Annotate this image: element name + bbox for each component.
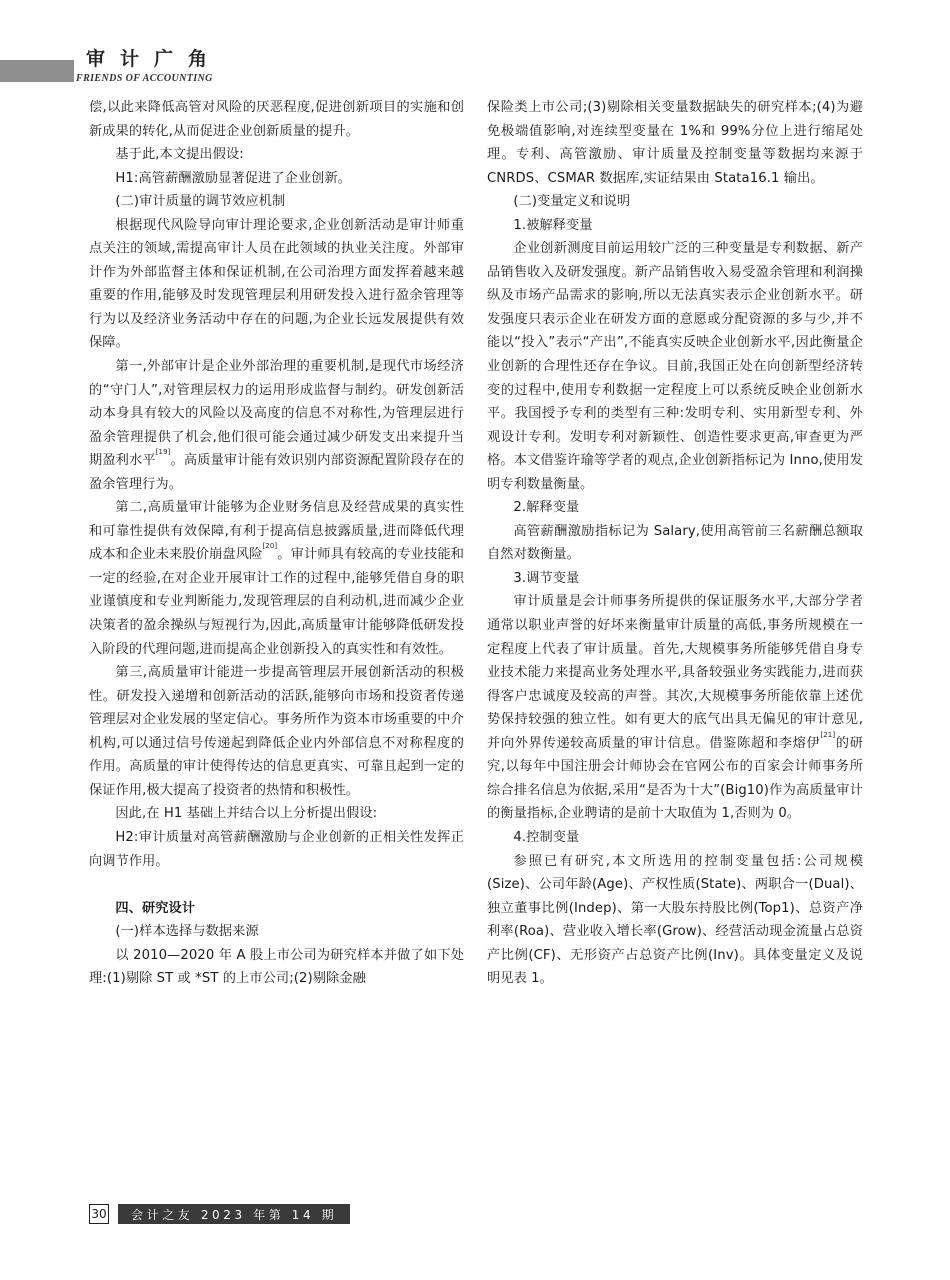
citation: [20] <box>262 542 278 551</box>
hypothesis-h1: H1:高管薪酬激励显著促进了企业创新。 <box>115 170 352 186</box>
paragraph-text: 第二,高质量审计能够为企业财务信息及经营成果的真实性和可靠性提供有效保障,有利于提高信息披露质量,进而降低代理成本和企业未来股价崩盘风险 <box>89 500 464 563</box>
subsection-heading: (一)样本选择与数据来源 <box>115 924 259 940</box>
paragraph: 基于此,本文提出假设: <box>115 147 244 163</box>
paragraph <box>89 355 464 496</box>
paragraph-text: 第一,外部审计是企业外部治理的重要机制,是现代市场经济的“守门人”,对管理层权力的运用形成监督与制约。研发创新活动本身具有较大的风险以及高度的信息不对称性,为管理层进行盈余管理提供了机会,他们很可能会通过减少研发支出来提升当期盈利水平 <box>89 359 464 469</box>
paragraph: 根据现代风险导向审计理论要求,企业创新活动是审计师重点关注的领域,需提高审计人员在此领域的执业关注度。外部审计作为外部监督主体和保证机制,在公司治理方面发挥着越来越重要的作用,能够及时发现管理层利用研发投入进行盈余管理等行为以及经济业务活动中存在的问题,为企业长远发展提供有效保障。 <box>89 217 464 351</box>
paragraph: 企业创新测度目前运用较广泛的三种变量是专利数据、新产品销售收入及研发强度。新产品销售收入易受盈余管理和利润操纵及市场产品需求的影响,所以无法真实表示企业创新水平。研发强度只表示企业在研发方面的意愿或分配资源的多与少,并不能以“投入”表示“产出”,不能真实反映企业创新水平,因此衡量企业创新的合理性还存在争议。目前,我国正处在向创新型经济转变的过程中,使用专利数据一定程度上可以系统反映企业创新水平。我国授予专利的类型有三种:发明专利、实用新型专利、外观设计专利。发明专利对新颖性、创造性要求更高,审查更为严格。本文借鉴许瑜等学者的观点,企业创新指标记为 Inno,使用发明专利数量衡量。 <box>487 241 863 492</box>
page-number: 30 <box>89 1204 109 1224</box>
subsection-heading: (二)审计质量的调节效应机制 <box>115 194 286 210</box>
citation: [21] <box>820 730 836 739</box>
paragraph-text: 审计质量是会计师事务所提供的保证服务水平,大部分学者通常以职业声誉的好坏来衡量审计质量的高低,事务所规模在一定程度上代表了审计质量。首先,大规模事务所能够凭借自身专业技术能力来提高业务处理水平,具备较强业务实践能力,进而获得客户忠诚度及较高的声誉。其次,大规模事务所能依靠上述优势保持较强的独立性。如有更大的底气出具无偏见的审计意见,并向外界传递较高质量的审计信息。借鉴陈超和李熔伊 <box>487 594 863 751</box>
page-footer <box>89 1204 350 1224</box>
section-header-subtitle: FRIENDS OF ACCOUNTING <box>76 73 213 84</box>
citation: [19] <box>155 448 171 457</box>
subsection-heading: (二)变量定义和说明 <box>513 194 631 210</box>
paragraph: 参照已有研究,本文所选用的控制变量包括:公司规模(Size)、公司年龄(Age)、产权性质(State)、两职合一(Dual)、独立董事比例(Indep)、第一大股东持股比例(Top1)、总资产净利率(Roa)、营业收入增长率(Grow)、经营活动现金流量占总资产比例(CF)、无形资产占总资产比例(Inv)。具体变量定义及说明见表 1。 <box>487 853 863 987</box>
paragraph: 偿,以此来降低高管对风险的厌恶程度,促进创新项目的实施和创新成果的转化,从而促进企业创新质量的提升。 <box>89 100 464 139</box>
paragraph: 保险类上市公司;(3)剔除相关变量数据缺失的研究样本;(4)为避免极端值影响,对连续型变量在 1%和 99%分位上进行缩尾处理。专利、高管激励、审计质量及控制变量等数据均来源于 CNRDS、CSMAR 数据库,实证结果由 Stata16.1 输出。 <box>487 100 863 186</box>
section-header-title: 审计广角 <box>86 48 223 70</box>
hypothesis-h2: H2:审计质量对高管薪酬激励与企业创新的正相关性发挥正向调节作用。 <box>89 829 464 869</box>
variable-heading: 4.控制变量 <box>513 829 580 845</box>
left-column <box>89 96 464 991</box>
paragraph: 高管薪酬激励指标记为 Salary,使用高管前三名薪酬总额取自然对数衡量。 <box>487 523 863 563</box>
journal-issue: 会计之友 2023 年第 14 期 <box>118 1204 350 1224</box>
variable-heading: 2.解释变量 <box>513 500 580 516</box>
paragraph-text: 。审计师具有较高的专业技能和一定的经验,在对企业开展审计工作的过程中,能够凭借自身的职业谨慎度和专业判断能力,发现管理层的自利动机,进而减少企业决策者的盈余操纵与短视行为,因此,高质量审计能够降低研发投入阶段的代理问题,进而提高企业创新投入的真实性和有效性。 <box>89 547 464 657</box>
right-column <box>487 96 863 991</box>
paragraph-text: 的研究,以每年中国注册会计师协会在官网公布的百家会计师事务所综合排名信息为依据,采用“是否为十大”(Big10)作为高质量审计的衡量指标,企业聘请的是前十大取值为 1,否则为 0。 <box>487 735 863 822</box>
variable-heading: 1.被解释变量 <box>513 217 593 233</box>
paragraph <box>89 496 464 661</box>
paragraph: 以 2010—2020 年 A 股上市公司为研究样本并做了如下处理:(1)剔除 ST 或 *ST 的上市公司;(2)剔除金融 <box>89 947 464 987</box>
paragraph: 因此,在 H1 基础上并结合以上分析提出假设: <box>115 806 378 822</box>
header-bar <box>0 60 74 82</box>
paragraph-text: 。高质量审计能有效识别内部资源配置阶段存在的盈余管理行为。 <box>89 453 465 492</box>
variable-heading: 3.调节变量 <box>513 570 580 586</box>
paragraph: 第三,高质量审计能进一步提高管理层开展创新活动的积极性。研发投入递增和创新活动的活跃,能够向市场和投资者传递管理层对企业发展的坚定信心。事务所作为资本市场重要的中介机构,可以通过信号传递起到降低企业内外部信息不对称程度的作用。高质量的审计使得传达的信息更真实、可靠且起到一定的保证作用,极大提高了投资者的热情和积极性。 <box>89 665 464 798</box>
section-heading: 四、研究设计 <box>115 900 196 916</box>
paragraph <box>487 590 863 825</box>
